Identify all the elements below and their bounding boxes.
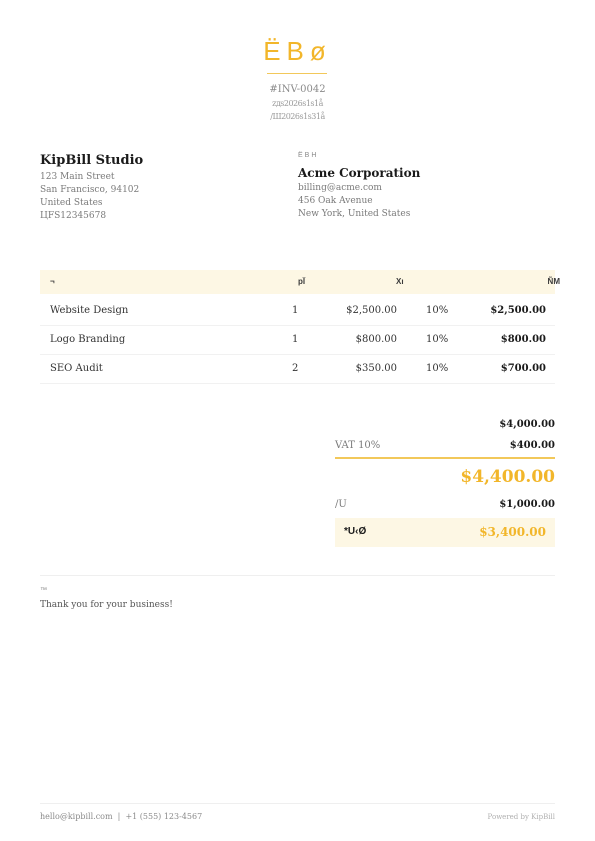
client-address [298,182,410,221]
notes-divider [40,575,555,576]
item-quantity: 1 [292,334,299,345]
subtotal-value: $4,000.00 [499,419,555,430]
amount-due-label: *U‹Ø [344,526,367,537]
sender-address [40,171,139,223]
sender-country: United States [40,198,103,208]
client-address-line-2: New York, United States [298,209,411,219]
item-tax: 10% [426,363,449,374]
bill-to-label: ËBH [298,152,319,159]
title-divider [267,73,327,74]
item-amount: $2,500.00 [490,305,546,316]
notes-text: Thank you for your business! [40,600,173,610]
client-name: Acme Corporation [298,166,421,180]
item-description: Logo Branding [50,334,126,345]
powered-by: Powered by KipBill [487,813,555,821]
column-price: Xı [396,277,404,286]
item-description: Website Design [50,305,129,316]
amount-due-box [335,518,555,547]
paid-value: $1,000.00 [499,499,555,510]
item-tax: 10% [426,305,449,316]
item-amount: $800.00 [500,334,546,345]
item-tax: 10% [426,334,449,345]
sender-address-line-1: 123 Main Street [40,172,115,182]
item-price: $2,500.00 [346,305,397,316]
item-description: SEO Audit [50,363,103,374]
vat-value: $400.00 [509,440,555,451]
sender-tax-id: ЦFS12345678 [40,211,107,221]
items-table-header [40,270,560,294]
table-row [40,325,555,355]
grand-total-value: $4,400.00 [460,467,555,487]
client-email: billing@acme.com [298,183,382,193]
notes-label: ™ [40,587,47,594]
due-date: /Ш2026ѕ1ѕ31å [270,112,325,121]
invoice-title: ËBø [263,36,332,66]
amount-due-value: $3,400.00 [479,525,546,539]
item-price: $800.00 [355,334,397,345]
table-row [40,354,555,384]
total-divider [335,457,555,459]
vat-label: VAT 10% [335,440,381,451]
item-quantity: 1 [292,305,299,316]
sender-address-line-2: San Francisco, 94102 [40,185,140,195]
table-row [40,296,555,326]
paid-label: /U [335,499,347,510]
client-address-line-1: 456 Oak Avenue [298,196,373,206]
issue-date: zдѕ2026ѕ1ѕ1å [272,99,323,108]
invoice-number: #INV-0042 [269,84,326,95]
footer-divider [40,803,555,804]
column-description: ¬ [50,277,55,286]
item-price: $350.00 [355,363,397,374]
footer-contact: hello@kipbill.com | +1 (555) 123-4567 [40,812,203,821]
column-quantity: pÏ [298,277,306,286]
sender-name: KipBill Studio [40,153,144,168]
item-amount: $700.00 [500,363,546,374]
column-amount: ÑM [547,277,560,286]
item-quantity: 2 [292,363,299,374]
